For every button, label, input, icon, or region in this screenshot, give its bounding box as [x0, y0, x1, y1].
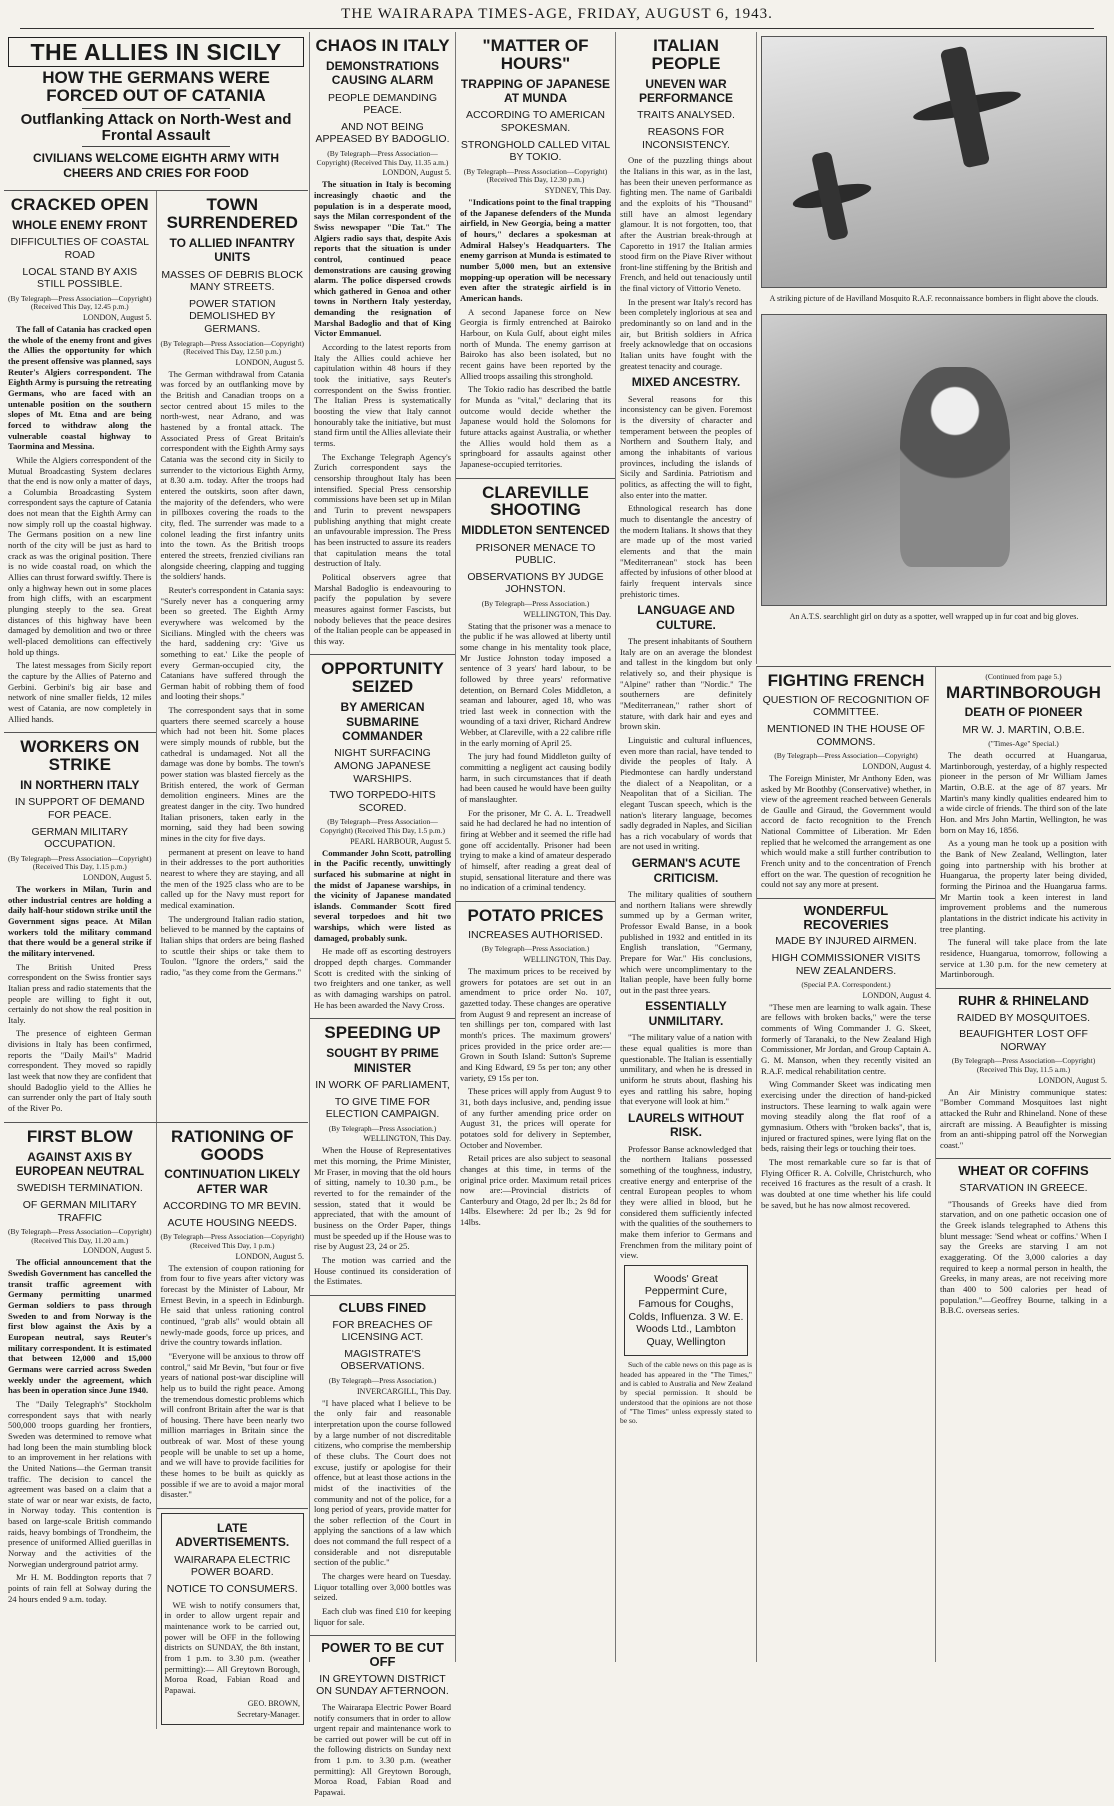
wonderful-place: LONDON, August 4.: [862, 990, 931, 1000]
photo-caption-1: A striking picture of de Havilland Mosquito R.A.F. reconnaissance bombers in flight above the clouds.: [769, 294, 1099, 303]
fighting-sub-2: MENTIONED IN THE HOUSE OF COMMONS.: [767, 723, 925, 748]
clareville-para-3: For the prisoner, Mr C. A. L. Treadwell said he had declared he had no intention of firing at Webber and it seemed the rifle had gone off accidentally. Prisoner had been trying to make a kind of amateur desperado of himself, after reading a great deal of stupid, sensational literature and there was no indication of a criminal tendency.: [460, 807, 611, 893]
munda-headline: "MATTER OF HOURS": [482, 36, 589, 73]
ads-sign-1: GEO. BROWN,: [247, 1698, 300, 1708]
opportunity-sub-2: NIGHT SURFACING AMONG JAPANESE WARSHIPS.: [334, 747, 431, 785]
workers-headline: WORKERS ON STRIKE: [20, 737, 140, 775]
potato-place: WELLINGTON, This Day.: [523, 955, 611, 965]
clareville-para-1: Stating that the prisoner was a menace to the public if he was allowed at liberty until some change in his mentality took place, Mr Justice Johnston today imposed a sentence of 3 years' hard labour, to be followed by three years' reformative detention, on Bernard Coles Middleton, a seaman and labourer, aged 18, who was tried last week in connection with the wounding of a taxi driver, Richard Andrew Webber, at Clareville, with a 22 calibre rifle in the early morning of April 25.: [460, 620, 611, 748]
fighting-para-1: The Foreign Minister, Mr Anthony Eden, was asked by Mr Boothby (Conservative) whether, in view of the agreement reached between Generals de Gaulle and Giraud, the Government would accord de facto recognition to the French National Committee of Liberation. Mr Eden replied that he welcomed the arrangement as one which would make a still further contribution to French unity and to the concentration of French effort on the war. The question of recognition he could not say any more at present.: [761, 772, 931, 890]
potato-dateline: (By Telegraph—Press Association.): [481, 944, 590, 954]
wheat-article: [936, 1159, 1111, 1323]
ads-title: LATE ADVERTISEMENTS.: [175, 1521, 290, 1550]
sicily-deck-2: Outflanking Attack on North-West and Frontal Assault: [20, 110, 292, 144]
speeding-headline: SPEEDING UP: [324, 1023, 441, 1043]
column-left: [4, 32, 308, 1719]
martin-article: [936, 667, 1111, 989]
munda-para-2: A second Japanese force on New Georgia is firmly entrenched at Bairoko Harbour, on Kula Gulf, about eight miles north of Munda. The enemy garrison at Bairoko has also been isolated, but no recent gains have been reported by the Allied troops assailing this stronghold.: [460, 306, 611, 381]
ads-org: WAIRARAPA ELECTRIC POWER BOARD.: [174, 1553, 291, 1579]
italian-para-8: "The military value of a nation with these equal qualities is more than questionable. The Italian is essentially unmilitary, and when he is dressed in uniform he struts about, flashing his eyes and rattling his sabre, hoping that everyone will look at him.": [620, 1032, 752, 1107]
late-ads: [161, 1513, 305, 1724]
cracked-dateline: (By Telegraph—Press Association—Copyright) (Received This Day, 12.45 p.m.): [8, 293, 152, 312]
martin-para-2: As a young man he took up a position with the Bank of New Zealand, Wellington, later going into partnership with his brother at Huangarua, the property later being divided, forming the Pirinoa and the Huangarua farms. Mr Martin took a keen interest in land improvement problems and the numerous plantations in the district indicate his activity in tree planting.: [940, 838, 1107, 934]
clareville-article: [456, 479, 615, 902]
blow-headline: FIRST BLOW: [26, 1126, 133, 1146]
clubs-sub-2: MAGISTRATE'S OBSERVATIONS.: [340, 1347, 425, 1373]
workers-para-3: The presence of eighteen German divisions in Italy has been confirmed, reports the "Daily Mail's" Madrid correspondent. They moved so rapidly last week that now they are confident that should Badoglio yield to the Allies he can surrender only the part of Italy south of the River Po.: [8, 1028, 152, 1114]
opportunity-dateline: (By Telegraph—Press Association—Copyright) (Received This Day, 1.5 p.m.): [320, 817, 445, 835]
fighting-article: [757, 667, 935, 899]
town-headline: TOWN SURRENDERED: [166, 195, 298, 232]
opportunity-sub-1: BY AMERICAN SUBMARINE COMMANDER: [340, 700, 425, 743]
ruhr-dateline: (By Telegraph—Press Association—Copyright) (Received This Day, 11.5 a.m.): [951, 1056, 1096, 1074]
blow-article: [4, 1123, 156, 1613]
munda-para-1: "Indications point to the final trapping of the Japanese defenders of the Munda airfield, in New Georgia, being a matter of hours," declares a spokesman at Admiral Halsey's Headquarters. The enemy garrison at Munda is estimated to number 5,000 men, but an extensive mopping-up operation will be necessary even after the strategic airfield is in American hands.: [460, 197, 612, 303]
times-note: Such of the cable news on this page as is headed has appeared in the "The Times," and is cabled to Australia and New Zealand by special permission. It should be understood that the opinions are not those of "The Times" unless expressly stated to be so.: [620, 1360, 752, 1426]
potato-sub-1: INCREASES AUTHORISED.: [468, 928, 603, 941]
potato-headline: POTATO PRICES: [467, 905, 604, 925]
clubs-place: INVERCARGILL, This Day.: [357, 1386, 451, 1396]
rationing-sub-1: CONTINUATION LIKELY AFTER WAR: [164, 1167, 301, 1196]
town-place: LONDON, August 5.: [235, 357, 304, 367]
wonderful-dateline: (Special P.A. Correspondent.): [801, 980, 891, 990]
clareville-sub-2: PRISONER MENACE TO PUBLIC.: [475, 541, 596, 567]
italian-laurels-heading: LAURELS WITHOUT RISK.: [628, 1110, 744, 1140]
workers-sub-3: GERMAN MILITARY OCCUPATION.: [31, 825, 128, 851]
fighting-sub-1: QUESTION OF RECOGNITION OF COMMITTEE.: [762, 693, 930, 719]
chaos-article: [310, 32, 455, 655]
photo-caption-2: An A.T.S. searchlight girl on duty as a spotter, well wrapped up in fur coat and big gloves.: [789, 611, 1079, 621]
opportunity-headline: OPPORTUNITY SEIZED: [321, 659, 444, 697]
martin-continued: (Continued from page 5.): [985, 672, 1062, 681]
clareville-place: WELLINGTON, This Day.: [523, 609, 611, 619]
potato-para-3: Retail prices are also subject to seasonal changes at this time, in terms of the original price order. Maximum retail prices now are:—Provincial districts of Canterbury and Otago, 2d per lb.; 2s 8d for 14lbs. Elsewhere: 2d per lb.; 2s 9d for 14lbs.: [460, 1153, 611, 1228]
town-cont-2: The underground Italian radio station, believed to be manned by the captains of Italian ships that orders are being flashed to scuttle their ships or take them to Toulon. "Ignore the orders," said the radio, "as they come from the Germans.": [160, 913, 304, 977]
workers-sub-1: IN NORTHERN ITALY: [20, 777, 140, 792]
martin-sub-1: DEATH OF PIONEER: [964, 705, 1083, 720]
workers-place: LONDON, August 5.: [83, 872, 152, 882]
column-italian: [615, 32, 756, 1662]
italian-sub-3: REASONS FOR INCONSISTENCY.: [642, 126, 730, 151]
town-sub-1: TO ALLIED INFANTRY UNITS: [169, 235, 296, 265]
munda-dateline: (By Telegraph—Press Association—Copyright) (Received This Day, 12.30 p.m.): [463, 166, 608, 185]
blow-para-2: The "Daily Telegraph's" Stockholm correspondent says that with nearly 500,000 troops guarding her frontiers, Sweden was determined to remove what had long been the main stumbling block to an improvement in her relations with the United Nations—the German transit traffic. The decision to cancel the agreement was based on a claim that a state of war or near war exists, de facto, in Norway today. This contention is based on large-scale British commando raids, heavy bombings of Trondheim, the presence of uniformed Allied guerillas in Norway and the activities of the Norwegian underground patriot army.: [8, 1398, 152, 1569]
peppermint-ad: [624, 1265, 748, 1357]
italian-sub-1: UNEVEN WAR PERFORMANCE: [638, 76, 733, 106]
wonderful-sub-1: MADE BY INJURED AIRMEN.: [775, 935, 917, 948]
chaos-para-2: According to the latest reports from Italy the Allies could achieve her capitulation within 48 hours if they took the initiative, says Reuter's correspondent on the Swiss frontier. The Italian Press is systematically boosting the view that Italy cannot honourably take the initiative, but must stand firm until the Allies alleviate their terms.: [314, 342, 451, 448]
italian-crit-heading: GERMAN'S ACUTE CRITICISM.: [631, 856, 741, 885]
town-para-3: The correspondent says that in some quarters there seemed scarcely a house which had not been hit. Some places were simply mounds of rubble, but the cathedral is undamaged. Not all the damage was done by bombs. The town's power station was blasted fiercely as the British entered, the work of German demolition engineers. Mines are the greatest danger in the city. Two hundred Italian prisoners, taken early in the morning, said they had been sowing mines in the city for five days.: [160, 705, 304, 844]
chaos-sub-1: DEMONSTRATIONS CAUSING ALARM: [325, 58, 440, 88]
munda-sub-2: ACCORDING TO AMERICAN SPOKESMAN.: [465, 109, 606, 135]
clareville-sub-3: OBSERVATIONS BY JUDGE JOHNSTON.: [467, 570, 604, 596]
cracked-para-2: While the Algiers correspondent of the Mutual Broadcasting System declares that the end is now only a matter of days, a Columbia Broadcasting System correspondent says the capture of Catania does not mean that the Eighth Army can now simply roll up the coastal highway. The Germans position on a new line north of the city will be just as hard to crack as was the original position. There is no wide coastal road, on which the Allies can thrust forward swiftly. There is only a highway hewn out in some places from high cliffs, with an escarpment plunging steeply to the sea. Great distances of this highway have been damaged by demolition and two or three well-placed demolitions can effectively hold up things.: [8, 454, 152, 657]
peppermint-ad-text: Woods' Great Peppermint Cure, Famous for Coughs, Colds, Influenza. 3 W. E. Woods Ltd., Lambton Quay, Wellington: [628, 1272, 744, 1348]
town-sub-2: MASSES OF DEBRIS BLOCK MANY STREETS.: [161, 268, 304, 294]
rationing-para-2: "Everyone will be anxious to throw off control," said Mr Bevin, "but four or five years of national post-war discipline will help us to build the right peace. Among the tremendous domestic problems which will confront Britain after the war is that of housing. There have been nearly two million marriages in Britain since the outbreak of war. Most of these young people will be unable to set up a home, and we will have to provide facilities for these homes to be built as quickly as possible if we are to avoid a major moral disaster.": [160, 1350, 304, 1500]
rationing-headline: RATIONING OF GOODS: [171, 1126, 294, 1164]
rationing-sub-2: ACCORDING TO MR BEVIN.: [163, 1200, 302, 1213]
town-cont-1: permanent at present on leave to hand in their addresses to the port authorities nearest to where they are staying, and all the men of the 1925 class who are to be called up for the Navy must report for medical examination.: [160, 846, 304, 910]
town-article: [157, 191, 309, 985]
rationing-dateline: (By Telegraph—Press Association—Copyright) (Received This Day, 1 p.m.): [160, 1232, 304, 1251]
italian-sub-2: TRAITS ANALYSED.: [637, 109, 735, 122]
chaos-dateline: (By Telegraph—Press Association—Copyright) (Received This Day, 11.35 a.m.): [316, 149, 449, 167]
clubs-dateline: (By Telegraph—Press Association.): [328, 1375, 437, 1385]
fighting-headline: FIGHTING FRENCH: [767, 671, 925, 690]
opportunity-article: [310, 655, 455, 1019]
column-munda: [455, 32, 615, 1662]
town-para-1: The German withdrawal from Catania was forced by an outflanking move by the British and Canadian troops on a sector centred about 15 miles to the north-west, near Adrano, and was hastened by a frontal attack. The Associated Press of Great Britain's correspondent with the Eighth Army says Catania was the second city in Sicily to surrender to the victorious Eighth Army, at 8.30 a.m. today. After the troops had entered the outskirts, soon after dawn, the majority of the defenders, who were in pillboxes covering the roads to the city, fled. The surrender was made to a colonel leading the first infantry units into the town. As the British troops entered the streets, frenzied civilians ran alongside cheering, clapping and tugging the soldiers' hands.: [160, 368, 304, 582]
ats-photo: [761, 314, 1107, 606]
rationing-place: LONDON, August 5.: [235, 1251, 304, 1261]
italian-para-4: Ethnological research has done much to disentangle the ancestry of the modern Italians. It shows that they are made up of the most varied elements and that the main "Mediterranean" stock has been affected by infusions of other blood at fairly frequent intervals since prehistoric times.: [620, 503, 752, 599]
clareville-dateline: (By Telegraph—Press Association.): [481, 598, 590, 608]
column-fighting: [756, 666, 935, 1662]
italian-para-9: Professor Banse acknowledged that the northern Italians possessed something of the toughness, industry, creative energy and enterprise of the central European peoples to whom they were allied in blood, but he considered them sufficiently infected with the qualities of the southerners to make them inferior to Germans and Frenchmen from the military point of view.: [620, 1143, 752, 1261]
cracked-place: LONDON, August 5.: [83, 312, 152, 322]
martin-para-1: The death occurred at Huangarua, Martinborough, yesterday, of a highly respected pioneer in the person of Mr William James Martin, O.B.E. at the age of 87 years. Mr Martin's many kindly qualities endeared him to a wide circle of friends. The third son of the late Hon. and Mrs John Martin, Wellington, he was born on May 16, 1856.: [940, 750, 1107, 835]
rationing-article: [157, 1123, 309, 1509]
rationing-para-1: The extension of coupon rationing for from four to five years after victory was forecast by the Minister of Labour, Mr Ernest Bevin, in a speech in Edinburgh. He said that unless rationing control continued, "grab alls" would obtain all newly-made goods, force up prices, and drive the country towards inflation.: [160, 1262, 304, 1348]
chaos-sub-2: PEOPLE DEMANDING PEACE.: [327, 91, 438, 117]
fighting-dateline: (By Telegraph—Press Association—Copyright): [774, 751, 918, 761]
italian-para-7: The military qualities of southern and northern Italians were shrewdly summed up by a German writer, Professor Ewald Banse, in a book published in 1932 and entitled in its English translation, "Germany, Prepare for War." His conclusions, which were uncomplimentary to the Italian people, have been fully borne out in the past three years.: [620, 888, 752, 995]
power-article: [310, 1636, 455, 1805]
rationing-sub-3: ACUTE HOUSING NEEDS.: [167, 1216, 298, 1229]
power-headline: POWER TO BE CUT OFF: [321, 1640, 444, 1670]
clubs-para-2: The charges were heard on Tuesday. Liquor totalling over 3,000 bottles was seized.: [314, 1571, 451, 1603]
masthead: THE WAIRARAPA TIMES-AGE, FRIDAY, AUGUST 6, 1943.: [20, 6, 1094, 29]
speeding-dateline: (By Telegraph—Press Association.): [328, 1123, 437, 1133]
italian-para-6: Linguistic and cultural influences, even more than racial, have tended to divide the peoples of Italy. A Piedmontese can hardly understand the dialect of a Neapolitan, or a Neapolitan that of a Sicilian. The elegant Tuscan speech, which is the nation's literary language, becomes sadly degraded in Naples, and Sicilian has a rich vocabulary of words that are not used in writing.: [620, 734, 752, 852]
potato-para-2: These prices will apply from August 9 to 31, both days inclusive, and, pending issue of any further amending price order on August 31, the prices will operate for potatoes sold for delivery in September, October and November.: [460, 1086, 611, 1150]
town-sub-3: POWER STATION DEMOLISHED BY GERMANS.: [188, 297, 276, 335]
chaos-sub-3: AND NOT BEING APPEASED BY BADOGLIO.: [315, 120, 450, 146]
italian-para-3: Several reasons for this inconsistency can be given. Foremost is the diversity of character and temperament between the peoples of Northern and Southern Italy, and among the inhabitants of various provinces, including the islands of Sicily and Sardinia. Patriotism and politics, as affecting the will to fight, also enter into the matter.: [620, 393, 752, 500]
munda-place: SYDNEY, This Day.: [544, 186, 611, 196]
fighting-place: LONDON, August 4.: [862, 761, 931, 771]
italian-ess-heading: ESSENTIALLY UNMILITARY.: [645, 999, 727, 1028]
italian-para-2: In the present war Italy's record has been completely inglorious at sea and predominantly so on land and in the air, but British soldiers in Africa freely acknowledge that on occasions Italian units have fought with the greatest tenacity and courage.: [620, 296, 752, 371]
italian-para-5: The present inhabitants of Southern Italy are on an average the blondest and tallest in the kingdom but only relatively so, and their physique is "Alpine" rather than "Nordic." The southerners are definitely "Mediterranean," rather short of stature, with dark hair and eyes and brown skin.: [620, 636, 752, 732]
blow-sub-2: SWEDISH TERMINATION.: [16, 1182, 143, 1195]
potato-article: [456, 902, 615, 1236]
ruhr-sub-2: BEAUFIGHTER LOST OFF NORWAY: [959, 1028, 1088, 1053]
ruhr-headline: RUHR & RHINELAND: [958, 992, 1089, 1008]
speeding-para-2: The motion was carried and the House continued its consideration of the Estimates.: [314, 1254, 451, 1287]
blow-para-1: The official announcement that the Swedish Government has cancelled the transit traffic agreement with Germany permitting unarmed German soldiers to pass through Sweden to and from Norway is the first blow against the Axis by a European neutral, says Reuter's military correspondent. It is estimated that between 12,000 and 15,000 Germans were carried across Sweden weekly under the agreement, which has been in operation since June 1940.: [8, 1257, 152, 1396]
martin-dateline: ("Times-Age" Special.): [988, 739, 1059, 749]
opportunity-para-2: He made off as escorting destroyers dropped depth charges. Commander Scott is credited with the sinking of two freighters and one tanker, as well as with damaging warships on patrol. He has been awarded the Navy Cross.: [314, 946, 451, 1010]
opportunity-place: PEARL HARBOUR, August 5.: [350, 836, 451, 846]
ads-notice: NOTICE TO CONSUMERS.: [166, 1583, 298, 1596]
clareville-para-2: The jury had found Middleton guilty of committing a negligent act causing bodily harm, in such circumstances that if death had been caused he would have been guilty of manslaughter.: [460, 751, 611, 805]
wheat-sub-1: STARVATION IN GREECE.: [959, 1182, 1088, 1195]
blow-para-3: Mr H. M. Boddington reports that 7 points of rain fell at Solway during the 24 hours ended 9 a.m. today.: [8, 1572, 152, 1604]
clubs-sub-1: FOR BREACHES OF LICENSING ACT.: [332, 1318, 433, 1344]
wonderful-para-1: "These men are learning to walk again. These are fellows with broken backs," were the terse comments of Wing Commander J. G. Skeet, formerly of Taranaki, to the New Zealand High Commissioner, Mr Jordan, and Group Captain A. G. M. Manson, when they recently visited an R.A.F. medical rehabilitation centre.: [761, 1001, 931, 1076]
blow-sub-1: AGAINST AXIS BY EUROPEAN NEUTRAL: [15, 1149, 145, 1178]
mosquito-photo: [761, 36, 1107, 288]
munda-para-3: The Tokio radio has described the battle for Munda as "vital," declaring that its outcome would decide whether the Japanese would hold the Solomons for future attacks against Australia, or whether the Allies would hold them as a springboard for assaults against other Japanese-occupied territories.: [460, 384, 611, 469]
workers-article: [4, 732, 156, 1121]
workers-sub-2: IN SUPPORT OF DEMAND FOR PEACE.: [14, 796, 145, 821]
wonderful-article: [757, 899, 935, 1218]
munda-sub-1: TRAPPING OF JAPANESE AT MUNDA: [460, 76, 611, 106]
italian-lang-heading: LANGUAGE AND CULTURE.: [637, 603, 735, 632]
potato-para-1: The maximum prices to be received by growers for potatoes are set out in an amendment to price order No. 107, gazetted today. These changes are operative from August 9 and represent an increase of ten shillings per ton, compared with last month's prices. The maximum growers' prices provided in the price order are:—Grown in South Island: Sutton's Supreme and King Edward, £9 5s per ton; any other variety, £9 15s per ton.: [460, 966, 611, 1083]
clareville-headline: CLAREVILLE SHOOTING: [482, 482, 589, 520]
ruhr-article: [936, 989, 1111, 1160]
speeding-article: [310, 1019, 455, 1296]
photo-region: [756, 32, 1111, 664]
cracked-sub-3: LOCAL STAND BY AXIS STILL POSSIBLE.: [22, 265, 138, 291]
wonderful-sub-2: HIGH COMMISSIONER VISITS NEW ZEALANDERS.: [771, 951, 921, 977]
opportunity-para-1: Commander John Scott, patrolling in the Pacific recently, unwittingly surfaced his submarine at night in the midst of Japanese warships, in the vicinity of Japanese mandated islands. Commander Scott fired several torpedoes and hit two warships, which were listed as damaged, probably sunk.: [314, 847, 451, 943]
cracked-sub-1: WHOLE ENEMY FRONT: [12, 217, 148, 232]
speeding-para-1: When the House of Representatives met this morning, the Prime Minister, Mr Fraser, in moving that the old hours of sitting, namely to 10.30 p.m., be reverted to for the remainder of the session, stated that it would be appreciated, that with the amount of business on the Order Paper, things must be speeded up if the House was to rise by August 23, 24 or 25.: [314, 1145, 451, 1252]
speeding-sub-3: TO GIVE TIME FOR ELECTION CAMPAIGN.: [325, 1095, 440, 1121]
clubs-para-3: Each club was fined £10 for keeping liquor for sale.: [314, 1606, 451, 1627]
workers-dateline: (By Telegraph—Press Association—Copyright) (Received This Day, 1.15 p.m.): [8, 853, 152, 872]
workers-para-1: The workers in Milan, Turin and other industrial centres are holding a daily half-hour stidown strike until the Government signs peace. At Milan workers told the military command that there would be a general strike if the military intervened.: [8, 883, 152, 958]
italian-headline: ITALIAN PEOPLE: [651, 36, 721, 73]
clubs-para-1: "I have placed what I believe to be the only fair and reasonable interpretation upon the course followed by a large number of not discreditable citizens, who comprise the membership of these clubs. The Court does not excuse, justify or apologise for their offence, but at least those actions in the midst of the inactivities of the community and not of the police, for a long period of years, provide matter for the sober reflection of the Court in applying the sanctions of a law which does not command the full respect of a considerable and not disreputable section of the public.": [314, 1397, 451, 1568]
martin-para-3: The funeral will take place from the late residence, Huangarua, tomorrow, following a service at 1.30 p.m. for the new cemetery at Martinborough.: [940, 937, 1107, 980]
power-para-1: The Wairarapa Electric Power Board notify consumers that in order to allow urgent repair and maintenance work to be carried out power will be cut off in the following districts on Sunday next from 1 p.m. to 3.30 p.m. (weather permitting): All Greytown Borough, Moroa Road, Fabian Road and Papawai.: [314, 1701, 451, 1798]
cracked-headline: CRACKED OPEN: [10, 195, 149, 215]
italian-para-1: One of the puzzling things about the Italians in this war, as in the last, has been their uneven performance as fighting men. The name of Garibaldi and the exploits of his "Thousand" still have an almost legendary glamour. It is not forgotten, too, that after the Austrian break-through at Caporetto in 1917 the Italian armies stood firm on the Piave River without front-line stiffening by the British and French, and held out tenaciously until the final victory of Vittorio Veneto.: [620, 155, 752, 294]
ads-body: WE wish to notify consumers that, in order to allow urgent repair and maintenance work to be carried out, power will be OFF in the following districts on SUNDAY, the 8th instant, from 1 p.m. to 3.30 p.m. (weather permitting):— All Greytown Borough, Moroa Road, Fabian Road and Papawai.: [164, 1599, 300, 1695]
sicily-deck-3: CIVILIANS WELCOME EIGHTH ARMY WITH CHEERS AND CRIES FOR FOOD: [33, 151, 279, 180]
martin-sub-2: MR W. J. MARTIN, O.B.E.: [962, 723, 1085, 736]
wheat-para-1: "Thousands of Greeks have died from starvation, and on one pathetic occasion one of the Greek islands telegraphed to Athens this blunt message: 'Send wheat or coffins.' When I say the Greeks are starving I am not exaggerating. Of the 3,000 calories a day required to keep a normal person in health, the Greeks, in many areas, are not receiving more than 400 to 500 calories per head of population."—Geoffrey Bourne, talking in a B.B.C. overseas series.: [940, 1198, 1107, 1316]
clubs-article: [310, 1296, 455, 1636]
wonderful-para-3: The most remarkable cure so far is that of Flying Officer R. A. Colville, Christchurch, who received 16 fractures as the result of a crash. It was doubted at one time whether his life could be saved, but he has now almost recovered.: [761, 1156, 931, 1210]
munda-sub-3: STRONGHOLD CALLED VITAL BY TOKIO.: [460, 138, 611, 164]
power-sub-1: IN GREYTOWN DISTRICT ON SUNDAY AFTERNOON.: [316, 1672, 449, 1698]
speeding-place: WELLINGTON, This Day.: [363, 1134, 451, 1144]
cracked-para-3: The latest messages from Sicily report the capture by the Allies of Paterno and Gerbini. Gerbini's big air base and network of nine smaller fields, 12 miles west of Catania, are now completely in Allied hands.: [8, 660, 152, 724]
opportunity-sub-3: TWO TORPEDO-HITS SCORED.: [329, 789, 436, 814]
blow-place: LONDON, August 5.: [83, 1246, 152, 1256]
italian-mix-heading: MIXED ANCESTRY.: [631, 375, 741, 390]
column-chaos: [309, 32, 455, 1798]
martin-headline: MARTINBOROUGH: [946, 682, 1101, 702]
spotter-figure-icon: [900, 367, 1010, 567]
wheat-headline: WHEAT OR COFFINS: [958, 1163, 1089, 1179]
sicily-article: [4, 32, 308, 191]
italian-article: [616, 32, 756, 1434]
column-martin: [935, 666, 1111, 1662]
wonderful-para-2: Wing Commander Skeet was indicating men exercising under the direction of hand-picked instructors. These learning to walk again were moving steadily along the flat roof of a gymnasium. Others with "broken backs", that is, injured or fractured spines, were lying flat on the beds, raising their legs or touching their toes.: [761, 1079, 931, 1154]
ruhr-para-1: An Air Ministry communique states: "Bomber Command Mosquitoes last night attacked the Ruhr and Rhineland. None of these aircraft are missing. A Beaufighter is missing from an anti-shipping patrol off the Norwegian coast.": [940, 1086, 1107, 1150]
munda-article: [456, 32, 615, 479]
clareville-sub-1: MIDDLETON SENTENCED: [461, 523, 610, 538]
cracked-para-1: The fall of Catania has cracked open the whole of the enemy front and gives the Allies the opportunity for which the present offensive was planned, says Reuter's Algiers correspondent. The Eighth Army is pursuing the retreating Germans, who are faced with an untenable position on the southern slopes of Mt. Etna and are being forced to withdraw along the vulnerable coastal highway to Taormina and Messina.: [8, 323, 152, 452]
blow-sub-3: OF GERMAN MILITARY TRAFFIC: [22, 1198, 137, 1224]
town-para-2: Reuter's correspondent in Catania says: "Surely never has a conquering army been so greeted. The Eighth Army everywhere was welcomed by the Sicilians. Mingled with the cheers was the hard, saddening cry: 'Give us something to eat.' Like the people of every German-occupied city, the Catanians have suffered through the German habit of robbing them of food and looting their shops.": [160, 584, 304, 702]
chaos-headline: CHAOS IN ITALY: [315, 36, 450, 55]
cracked-article: [4, 191, 156, 732]
wonderful-headline: WONDERFUL RECOVERIES: [803, 903, 889, 932]
workers-para-2: The British United Press correspondent on the Swiss frontier says Italian press and radio statements that the people are willing to fight it out, certainly do not show the real position in Italy.: [8, 961, 152, 1025]
cracked-sub-2: DIFFICULTIES OF COASTAL ROAD: [10, 236, 149, 261]
speeding-sub-1: SOUGHT BY PRIME MINISTER: [326, 1046, 439, 1075]
chaos-place: LONDON, August 5.: [382, 168, 451, 178]
chaos-para-4: Political observers agree that Marshal Badoglio is endeavouring to pacify the population by severe measures against former Fascists, but nobody believes that the peace desires of the Italian people can be appeased in this way.: [314, 571, 451, 646]
ruhr-place: LONDON, August 5.: [1038, 1075, 1107, 1085]
blow-dateline: (By Telegraph—Press Association—Copyright) (Received This Day, 11.20 a.m.): [8, 1227, 152, 1245]
clubs-headline: CLUBS FINED: [338, 1299, 427, 1315]
ads-sign-2: Secretary-Manager.: [237, 1709, 300, 1719]
town-dateline: (By Telegraph—Press Association—Copyright) (Received This Day, 12.50 p.m.): [160, 338, 304, 357]
chaos-para-3: The Exchange Telegraph Agency's Zurich correspondent says the censorship throughout Italy has been intensified. Special Press censorship commissions have been set up in Milan and Turin to prevent newspapers publishing anything that might create an unfavourable impression. The Press has been instructed to assure its readers that capitulation means the total destruction of Italy.: [314, 451, 451, 569]
ruhr-sub-1: RAIDED BY MOSQUITOES.: [956, 1011, 1091, 1024]
sicily-deck-1: HOW THE GERMANS WERE FORCED OUT OF CATANIA: [42, 68, 270, 105]
sicily-headline: THE ALLIES IN SICILY: [8, 37, 304, 67]
chaos-para-1: The situation in Italy is becoming increasingly chaotic and the population is in a desperate mood, says the Milan correspondent of the Swiss newspaper "Die Tat." The Algiers radio says that, despite Axis reports that the situation is under control, continued peace demonstrations are causing growing alarm. The police dispersed crowds which gathered in Genoa and other towns in Northern Italy yesterday, demanding the resignation of Marshal Badoglio and that of King Victor Emmanuel.: [314, 179, 451, 339]
speeding-sub-2: IN WORK OF PARLIAMENT,: [315, 1079, 450, 1092]
